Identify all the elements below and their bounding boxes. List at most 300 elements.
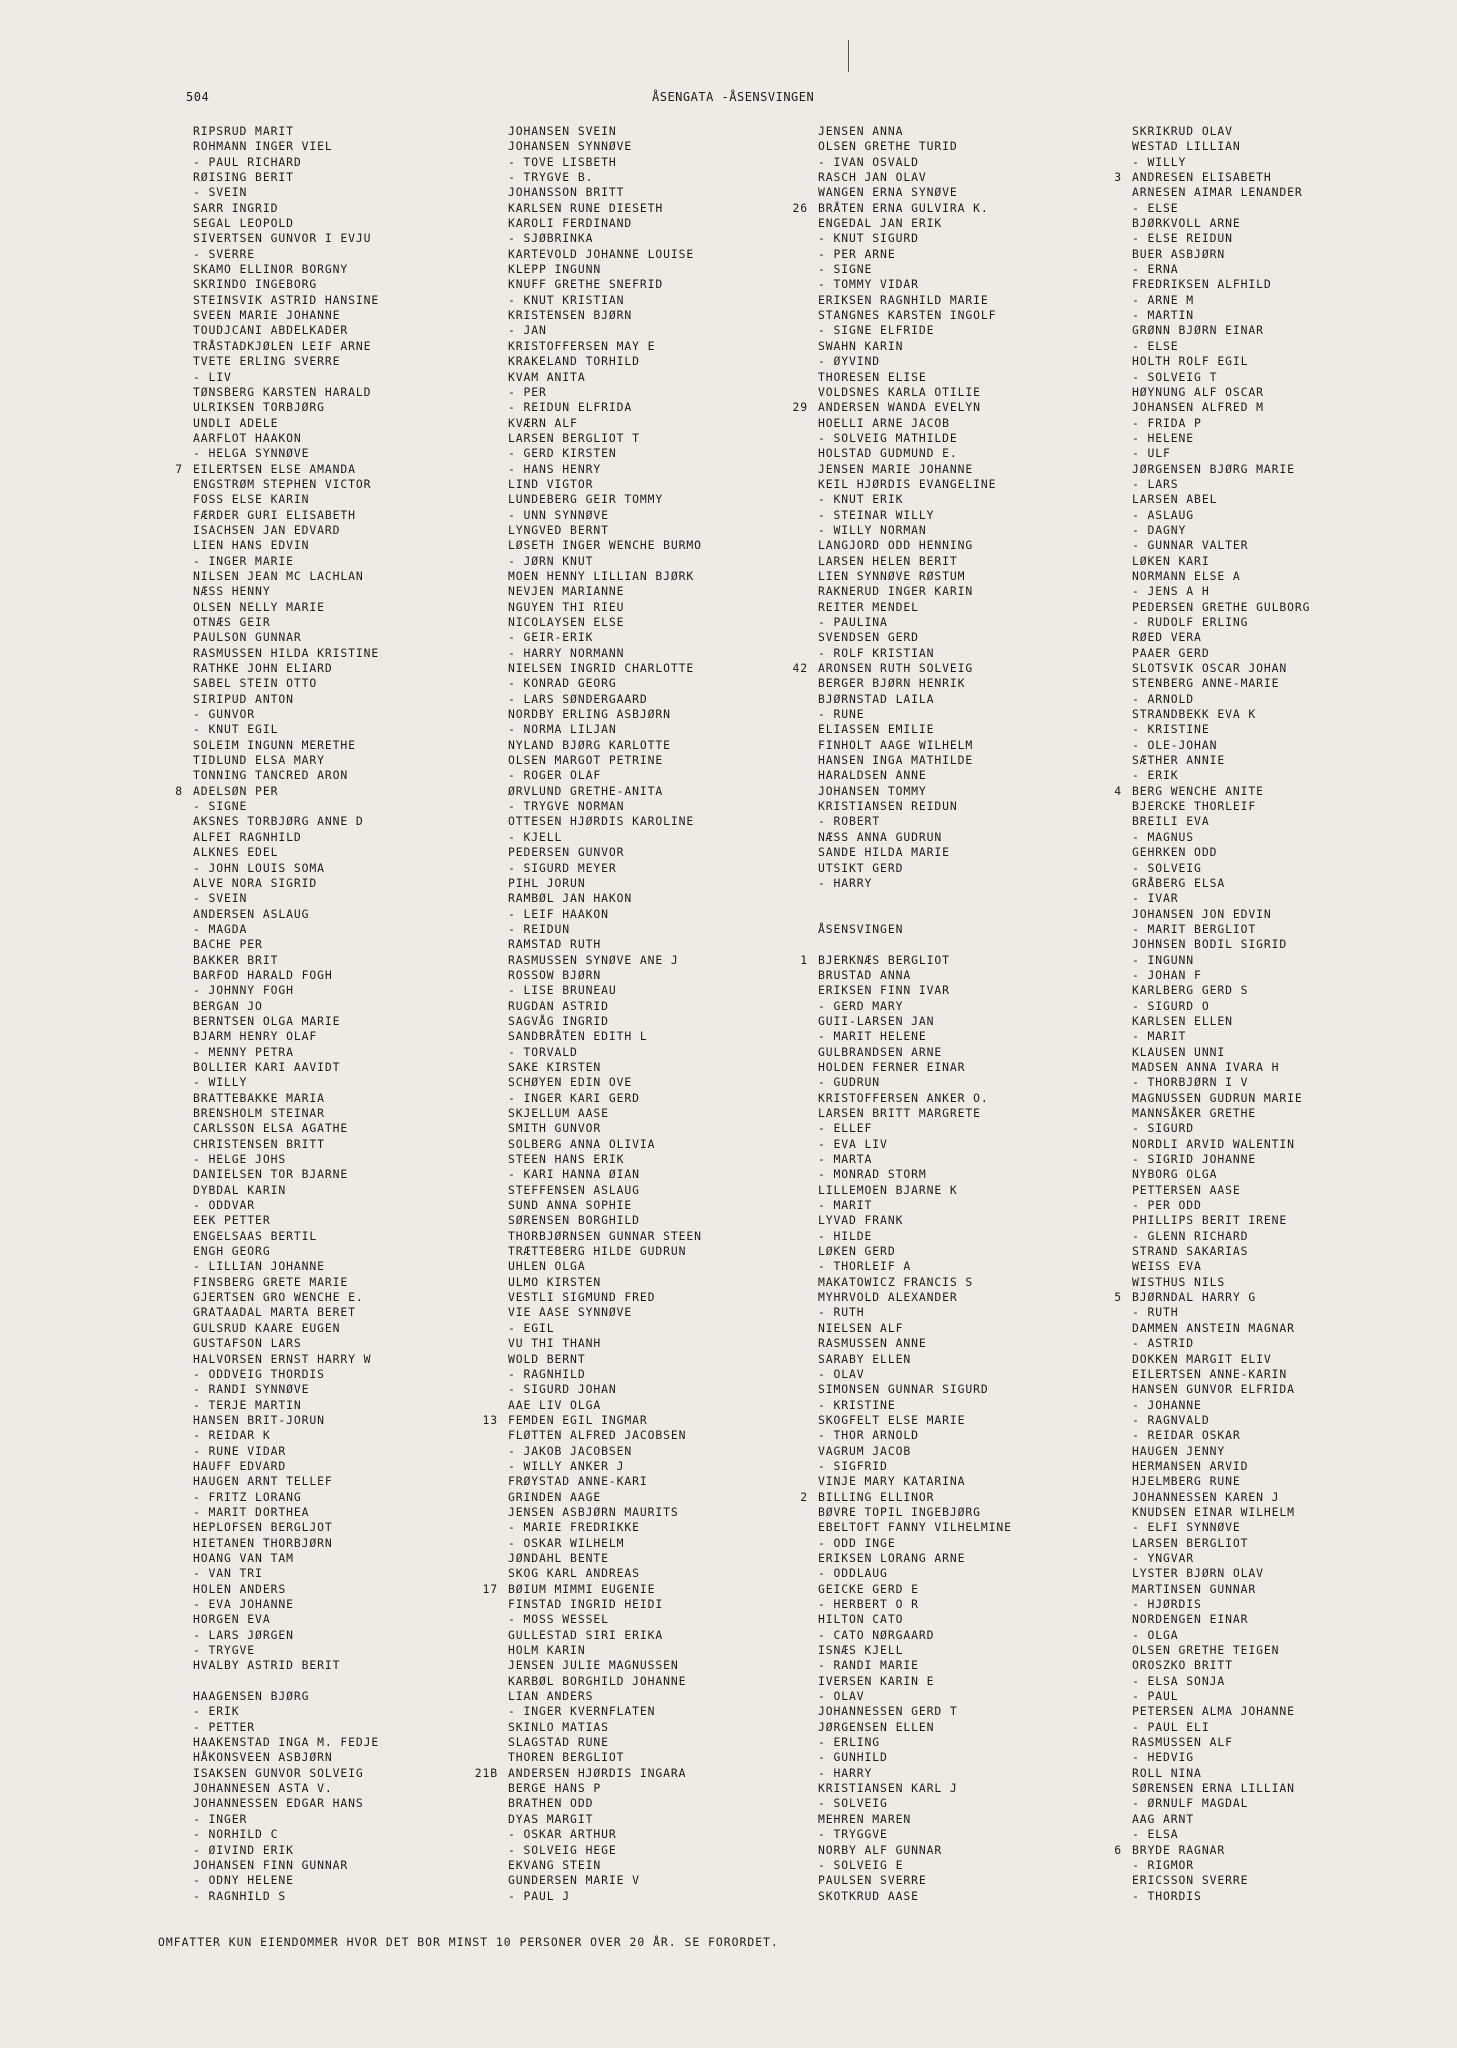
directory-entry xyxy=(508,876,808,891)
directory-entry xyxy=(193,1382,493,1397)
directory-entry xyxy=(1132,922,1432,937)
directory-entry xyxy=(1132,1106,1432,1121)
directory-entry xyxy=(1132,554,1432,569)
directory-entry xyxy=(1132,1689,1432,1704)
resident-name: - PAUL ELI xyxy=(1132,1719,1210,1734)
directory-entry xyxy=(193,1321,493,1336)
resident-name: - OSKAR WILHELM xyxy=(508,1535,625,1550)
resident-name: ISNÆS KJELL xyxy=(818,1643,904,1658)
directory-entry xyxy=(508,1505,808,1520)
resident-name: LØKEN GERD xyxy=(818,1244,896,1259)
directory-entry xyxy=(193,1520,493,1535)
resident-name: - JENS A H xyxy=(1132,584,1210,599)
directory-entry xyxy=(508,1566,808,1581)
directory-entry xyxy=(1132,1183,1432,1198)
resident-name: RØED VERA xyxy=(1132,630,1202,645)
directory-entry xyxy=(193,492,493,507)
resident-name: HEPLOFSEN BERGLJOT xyxy=(193,1520,333,1535)
resident-name: HORGEN EVA xyxy=(193,1612,271,1627)
directory-entry xyxy=(193,1735,493,1750)
resident-name: - GUNVOR xyxy=(193,707,256,722)
directory-entry xyxy=(1132,676,1432,691)
directory-entry xyxy=(193,891,493,906)
directory-entry xyxy=(193,937,493,952)
directory-entry xyxy=(193,1290,493,1305)
directory-entry xyxy=(193,799,493,814)
resident-name: - MARTIN xyxy=(1132,308,1195,323)
directory-entry xyxy=(474,1765,808,1781)
resident-name: HILTON CATO xyxy=(818,1612,904,1627)
resident-name: GJERTSEN GRO WENCHE E. xyxy=(193,1290,364,1305)
directory-entry xyxy=(1132,1029,1432,1044)
directory-entry xyxy=(1132,508,1432,523)
resident-name: BØIUM MIMMI EUGENIE xyxy=(508,1581,656,1596)
resident-name: HANSEN GUNVOR ELFRIDA xyxy=(1132,1382,1295,1397)
resident-name: ANDERSEN HJØRDIS INGARA xyxy=(508,1765,687,1780)
house-number: 17 xyxy=(482,1581,498,1596)
resident-name: ØRVLUND GRETHE-ANITA xyxy=(508,783,664,798)
directory-entry xyxy=(818,907,1118,922)
resident-name: HARALDSEN ANNE xyxy=(818,768,927,783)
directory-entry xyxy=(193,1566,493,1581)
directory-entry xyxy=(818,983,1118,998)
directory-entry xyxy=(193,922,493,937)
resident-name: - ODDLAUG xyxy=(818,1566,888,1581)
resident-name: REITER MENDEL xyxy=(818,599,919,614)
resident-name: PAULSON GUNNAR xyxy=(193,630,302,645)
directory-entry xyxy=(1132,830,1432,845)
resident-name: ROLL NINA xyxy=(1132,1765,1202,1780)
resident-name: ALVE NORA SIGRID xyxy=(193,875,318,890)
directory-entry xyxy=(175,783,493,799)
resident-name: NIELSEN ALF xyxy=(818,1320,904,1335)
house-number: 29 xyxy=(792,400,808,415)
directory-entry xyxy=(508,922,808,937)
resident-name: - ULF xyxy=(1132,446,1171,461)
page-number: 504 xyxy=(186,90,210,104)
resident-name: VAGRUM JACOB xyxy=(818,1443,912,1458)
resident-name: - MENNY PETRA xyxy=(193,1044,294,1059)
directory-entry xyxy=(818,861,1118,876)
directory-entry xyxy=(1132,1766,1432,1781)
resident-name: SWAHN KARIN xyxy=(818,338,904,353)
directory-entry xyxy=(818,1075,1118,1090)
directory-entry xyxy=(818,569,1118,584)
directory-entry xyxy=(1132,462,1432,477)
directory-entry xyxy=(193,584,493,599)
resident-name: - SIGURD O xyxy=(1132,998,1210,1013)
directory-entry xyxy=(818,707,1118,722)
directory-entry xyxy=(818,1704,1118,1719)
resident-name: JOHANSEN JON EDVIN xyxy=(1132,906,1272,921)
resident-name: ALFEI RAGNHILD xyxy=(193,829,302,844)
resident-name: SKRIKRUD OLAV xyxy=(1132,124,1233,138)
resident-name: LIEN HANS EDVIN xyxy=(193,538,310,553)
directory-entry xyxy=(508,1858,808,1873)
resident-name: GEICKE GERD E xyxy=(818,1581,919,1596)
directory-entry xyxy=(193,446,493,461)
resident-name: LYSTER BJØRN OLAV xyxy=(1132,1566,1264,1581)
directory-entry xyxy=(508,1137,808,1152)
resident-name: DYAS MARGIT xyxy=(508,1811,594,1826)
resident-name: - MARIT xyxy=(1132,1029,1187,1044)
directory-entry xyxy=(193,323,493,338)
directory-entry xyxy=(818,477,1118,492)
directory-entry xyxy=(818,554,1118,569)
resident-name: - IVAR xyxy=(1132,891,1179,906)
resident-name: GRØNN BJØRN EINAR xyxy=(1132,323,1264,338)
resident-name: JØRGENSEN ELLEN xyxy=(818,1719,935,1734)
directory-entry xyxy=(1132,630,1432,645)
resident-name: EEK PETTER xyxy=(193,1213,271,1228)
directory-entry xyxy=(193,1259,493,1274)
resident-name: RAMBØL JAN HAKON xyxy=(508,891,633,906)
resident-name: HOANG VAN TAM xyxy=(193,1550,294,1565)
house-number: 5 xyxy=(1114,1290,1122,1305)
resident-name: ERIKSEN RAGNHILD MARIE xyxy=(818,292,989,307)
resident-name: - IVAN OSVALD xyxy=(818,154,919,169)
directory-entry xyxy=(508,1152,808,1167)
directory-entry xyxy=(193,1367,493,1382)
directory-entry xyxy=(193,1704,493,1719)
directory-entry xyxy=(508,1474,808,1489)
resident-name: - ODDVAR xyxy=(193,1198,256,1213)
directory-entry xyxy=(193,1796,493,1811)
directory-entry xyxy=(193,1781,493,1796)
directory-entry xyxy=(508,1873,808,1888)
directory-entry xyxy=(508,1720,808,1735)
directory-entry xyxy=(193,1152,493,1167)
directory-entry xyxy=(193,1689,493,1704)
resident-name: - ERIK xyxy=(193,1704,240,1719)
resident-name: JOHANNESSEN EDGAR HANS xyxy=(193,1796,364,1811)
resident-name: - INGER MARIE xyxy=(193,553,294,568)
resident-name: - KARI HANNA ØIAN xyxy=(508,1167,640,1182)
directory-entry xyxy=(1132,446,1432,461)
directory-entry xyxy=(1132,845,1432,860)
resident-name: - PETTER xyxy=(193,1719,256,1734)
resident-name: - ERIK xyxy=(1132,768,1179,783)
directory-entry xyxy=(818,247,1118,262)
resident-name: - RUTH xyxy=(1132,1305,1179,1320)
resident-name: BREILI EVA xyxy=(1132,814,1210,829)
directory-entry xyxy=(818,1674,1118,1689)
resident-name: LARSEN BERGLIOT T xyxy=(508,430,640,445)
resident-name: JOHANSEN FINN GUNNAR xyxy=(193,1857,349,1872)
directory-entry xyxy=(818,845,1118,860)
resident-name: BERGER BJØRN HENRIK xyxy=(818,676,966,691)
directory-entry xyxy=(818,1474,1118,1489)
directory-entry xyxy=(508,861,808,876)
directory-entry xyxy=(482,1581,808,1597)
directory-entry xyxy=(193,707,493,722)
resident-name: - ELSA SONJA xyxy=(1132,1673,1226,1688)
resident-name: - JOHAN F xyxy=(1132,967,1202,982)
resident-name: FLØTTEN ALFRED JACOBSEN xyxy=(508,1428,687,1443)
directory-entry xyxy=(193,308,493,323)
directory-entry xyxy=(508,799,808,814)
directory-entry xyxy=(508,1382,808,1397)
directory-entry xyxy=(193,554,493,569)
resident-name: KRAKELAND TORHILD xyxy=(508,354,640,369)
resident-name: - ODDVEIG THORDIS xyxy=(193,1366,325,1381)
directory-entry xyxy=(1132,1060,1432,1075)
directory-entry xyxy=(1132,492,1432,507)
directory-entry xyxy=(1132,953,1432,968)
directory-entry xyxy=(1132,139,1432,154)
directory-entry xyxy=(1132,1152,1432,1167)
directory-entry xyxy=(193,1045,493,1060)
resident-name: - ELFI SYNNØVE xyxy=(1132,1520,1241,1535)
directory-entry xyxy=(1132,1566,1432,1581)
directory-entry xyxy=(800,1489,1118,1505)
directory-entry xyxy=(508,1198,808,1213)
directory-entry xyxy=(1132,323,1432,338)
resident-name: SANDE HILDA MARIE xyxy=(818,845,950,860)
resident-name: - MAGNUS xyxy=(1132,829,1195,844)
directory-entry xyxy=(508,1045,808,1060)
resident-name: - GERD KIRSTEN xyxy=(508,446,617,461)
directory-entry xyxy=(1132,1873,1432,1888)
resident-name: - THORDIS xyxy=(1132,1888,1202,1903)
directory-entry xyxy=(1132,308,1432,323)
directory-entry xyxy=(508,201,808,216)
directory-entry xyxy=(818,1520,1118,1535)
directory-entry xyxy=(792,400,1118,415)
resident-name: CARLSSON ELSA AGATHE xyxy=(193,1121,349,1136)
directory-entry xyxy=(1132,876,1432,891)
resident-name: WESTAD LILLIAN xyxy=(1132,139,1241,154)
directory-entry xyxy=(1132,814,1432,829)
resident-name: RASMUSSEN ALF xyxy=(1132,1735,1233,1750)
resident-name: - REIDUN ELFRIDA xyxy=(508,400,633,415)
directory-entry xyxy=(1132,615,1432,630)
resident-name: JOHANNESSEN KAREN J xyxy=(1132,1489,1280,1504)
resident-name: - TOVE LISBETH xyxy=(508,154,617,169)
resident-name: RØISING BERIT xyxy=(193,170,294,185)
resident-name: OLSEN GRETHE TEIGEN xyxy=(1132,1643,1280,1658)
resident-name: - TRYGVE NORMAN xyxy=(508,799,625,814)
resident-name: PEDERSEN GRETHE GULBORG xyxy=(1132,599,1311,614)
directory-entry xyxy=(508,508,808,523)
resident-name: STEEN HANS ERIK xyxy=(508,1152,625,1167)
resident-name: VINJE MARY KATARINA xyxy=(818,1474,966,1489)
directory-entry xyxy=(508,354,808,369)
resident-name: EBELTOFT FANNY VILHELMINE xyxy=(818,1520,1012,1535)
directory-entry xyxy=(508,1735,808,1750)
directory-entry xyxy=(1132,124,1432,139)
resident-name: BERGE HANS P xyxy=(508,1781,602,1796)
directory-entry xyxy=(508,1367,808,1382)
footer-note: OMFATTER KUN EIENDOMMER HVOR DET BOR MINST 10 PERSONER OVER 20 ÅR. SE FORORDET. xyxy=(158,1935,779,1949)
resident-name: - ØRNULF MAGDAL xyxy=(1132,1796,1249,1811)
resident-name: BERGAN JO xyxy=(193,998,263,1013)
directory-entry xyxy=(1132,293,1432,308)
directory-entry xyxy=(818,262,1118,277)
resident-name: - RANDI SYNNØVE xyxy=(193,1382,310,1397)
directory-entry xyxy=(508,1229,808,1244)
house-number: 2 xyxy=(800,1489,808,1504)
directory-entry xyxy=(193,1873,493,1888)
directory-entry xyxy=(193,1167,493,1182)
resident-name: - JOHN LOUIS SOMA xyxy=(193,860,325,875)
directory-entry xyxy=(818,293,1118,308)
resident-name: RAMSTAD RUTH xyxy=(508,937,602,952)
resident-name: - INGER KARI GERD xyxy=(508,1090,640,1105)
resident-name: GUII-LARSEN JAN xyxy=(818,1013,935,1028)
directory-entry xyxy=(818,600,1118,615)
directory-entry xyxy=(193,999,493,1014)
directory-entry xyxy=(1114,1842,1432,1858)
resident-name: - OLAV xyxy=(818,1689,865,1704)
resident-name: RIPSRUD MARIT xyxy=(193,124,294,138)
resident-name: OLSEN NELLY MARIE xyxy=(193,599,325,614)
resident-name: - KNUT EGIL xyxy=(193,722,279,737)
resident-name: ENGELSAAS BERTIL xyxy=(193,1228,318,1243)
directory-entry xyxy=(508,1305,808,1320)
directory-entry xyxy=(818,922,1118,937)
resident-name: CHRISTENSEN BRITT xyxy=(193,1136,325,1151)
directory-entry xyxy=(193,124,493,139)
directory-entry xyxy=(1132,431,1432,446)
directory-entry xyxy=(1132,1321,1432,1336)
directory-entry xyxy=(508,1244,808,1259)
resident-name: - REIDUN xyxy=(508,921,571,936)
directory-entry xyxy=(193,1229,493,1244)
resident-name: - HARRY NORMANN xyxy=(508,645,625,660)
directory-entry xyxy=(818,1398,1118,1413)
directory-entry xyxy=(193,1858,493,1873)
directory-entry xyxy=(508,1781,808,1796)
resident-name: SKINLO MATIAS xyxy=(508,1719,609,1734)
directory-entry xyxy=(193,1183,493,1198)
resident-name: NORDBY ERLING ASBJØRN xyxy=(508,707,671,722)
resident-name: SLAGSTAD RUNE xyxy=(508,1735,609,1750)
directory-entry xyxy=(818,446,1118,461)
directory-entry xyxy=(818,216,1118,231)
resident-name: OTTESEN HJØRDIS KAROLINE xyxy=(508,814,695,829)
resident-name: - ROGER OLAF xyxy=(508,768,602,783)
directory-entry xyxy=(818,185,1118,200)
directory-entry xyxy=(800,952,1118,968)
resident-name: HAUGEN ARNT TELLEF xyxy=(193,1474,333,1489)
resident-name: NÆSS ANNA GUDRUN xyxy=(818,829,943,844)
resident-name: - FRIDA P xyxy=(1132,415,1202,430)
directory-entry xyxy=(508,538,808,553)
resident-name: FÆRDER GURI ELISABETH xyxy=(193,507,356,522)
directory-entry xyxy=(508,891,808,906)
directory-entry xyxy=(818,1827,1118,1842)
directory-entry xyxy=(193,968,493,983)
directory-entry xyxy=(508,155,808,170)
resident-name: BARFOD HARALD FOGH xyxy=(193,967,333,982)
resident-name: PETTERSEN AASE xyxy=(1132,1182,1241,1197)
resident-name: GRÅBERG ELSA xyxy=(1132,875,1226,890)
resident-name: MAKATOWICZ FRANCIS S xyxy=(818,1274,974,1289)
resident-name: - HERBERT O R xyxy=(818,1597,919,1611)
directory-entry xyxy=(818,308,1118,323)
resident-name: SUND ANNA SOPHIE xyxy=(508,1198,633,1213)
resident-name: - WILLY NORMAN xyxy=(818,522,927,537)
directory-entry xyxy=(818,139,1118,154)
directory-entry xyxy=(818,1213,1118,1228)
resident-name: AAG ARNT xyxy=(1132,1811,1195,1826)
directory-entry xyxy=(1132,722,1432,737)
directory-entry xyxy=(193,339,493,354)
directory-entry xyxy=(1132,523,1432,538)
resident-name: NORMANN ELSE A xyxy=(1132,568,1241,583)
directory-entry xyxy=(508,492,808,507)
directory-entry xyxy=(193,1459,493,1474)
resident-name: AARFLOT HAAKON xyxy=(193,430,302,445)
resident-name: BRATTEBAKKE MARIA xyxy=(193,1090,325,1105)
resident-name: - SIGNE xyxy=(818,262,873,277)
resident-name: ERICSSON SVERRE xyxy=(1132,1873,1249,1888)
resident-name: - JOHNNY FOGH xyxy=(193,983,294,998)
directory-entry xyxy=(818,1336,1118,1351)
directory-entry xyxy=(1132,692,1432,707)
resident-name: DYBDAL KARIN xyxy=(193,1182,287,1197)
resident-name: GUSTAFSON LARS xyxy=(193,1336,302,1351)
directory-entry xyxy=(508,1352,808,1367)
resident-name: BJARM HENRY OLAF xyxy=(193,1029,318,1044)
resident-name: - SJØBRINKA xyxy=(508,231,594,246)
directory-entry xyxy=(193,1812,493,1827)
resident-name: DAMMEN ANSTEIN MAGNAR xyxy=(1132,1320,1295,1335)
directory-entry xyxy=(508,1612,808,1627)
directory-entry xyxy=(193,139,493,154)
directory-entry xyxy=(1132,1520,1432,1535)
resident-name: OROSZKO BRITT xyxy=(1132,1658,1233,1673)
directory-entry xyxy=(1132,1121,1432,1136)
resident-name: - SIGRID JOHANNE xyxy=(1132,1152,1257,1167)
resident-name: SVENDSEN GERD xyxy=(818,630,919,645)
resident-name: EILERTSEN ANNE-KARIN xyxy=(1132,1366,1288,1381)
resident-name: JOHANNESSEN GERD T xyxy=(818,1704,958,1719)
resident-name: ERIKSEN FINN IVAR xyxy=(818,983,950,998)
directory-entry xyxy=(508,1843,808,1858)
resident-name: PEDERSEN GUNVOR xyxy=(508,845,625,860)
directory-entry xyxy=(1132,968,1432,983)
resident-name: - MARIT xyxy=(818,1198,873,1213)
directory-entry xyxy=(508,247,808,262)
directory-entry xyxy=(818,1843,1118,1858)
resident-name: TRÆTTEBERG HILDE GUDRUN xyxy=(508,1244,687,1259)
directory-entry xyxy=(508,676,808,691)
resident-name: UHLEN OLGA xyxy=(508,1259,586,1274)
directory-entry xyxy=(818,1566,1118,1581)
resident-name: - SOLVEIG xyxy=(818,1796,888,1811)
resident-name: SANDBRÅTEN EDITH L xyxy=(508,1029,648,1044)
resident-name: - EVA LIV xyxy=(818,1136,888,1151)
directory-entry xyxy=(193,1827,493,1842)
resident-name: ENGH GEORG xyxy=(193,1244,271,1259)
resident-name: - TERJE MARTIN xyxy=(193,1397,302,1412)
directory-entry xyxy=(508,1183,808,1198)
directory-entry xyxy=(193,1075,493,1090)
directory-entry xyxy=(193,1889,493,1904)
directory-entry xyxy=(508,231,808,246)
resident-name: ANDRESEN ELISABETH xyxy=(1132,170,1272,185)
resident-name: - MARIT HELENE xyxy=(818,1029,927,1044)
resident-name: KVÆRN ALF xyxy=(508,415,578,430)
directory-entry xyxy=(818,1735,1118,1750)
resident-name: SØRENSEN ERNA LILLIAN xyxy=(1132,1781,1295,1796)
resident-name: MADSEN ANNA IVARA H xyxy=(1132,1059,1280,1074)
directory-entry xyxy=(508,139,808,154)
directory-entry xyxy=(1132,1704,1432,1719)
resident-name: FINSTAD INGRID HEIDI xyxy=(508,1597,664,1611)
